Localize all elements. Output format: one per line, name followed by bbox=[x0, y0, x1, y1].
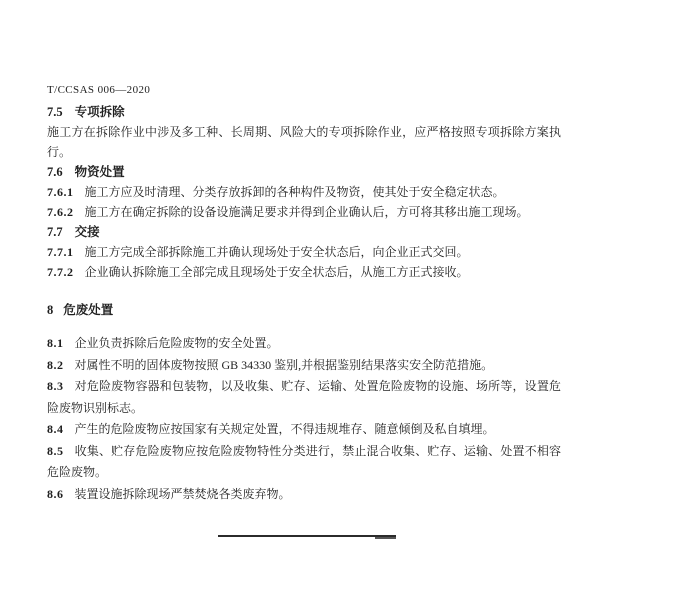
clause-8-1 bbox=[47, 333, 561, 355]
section-number: 7.6 bbox=[47, 165, 63, 179]
clause-8-2 bbox=[47, 355, 561, 377]
clause-number: 8.1 bbox=[47, 336, 64, 350]
clause-7-7-2 bbox=[47, 262, 561, 282]
clause-text: 对属性不明的固体废物按照 GB 34330 鉴别,并根据鉴别结果落实安全防范措施。 bbox=[74, 357, 494, 372]
clause-number: 8.6 bbox=[47, 486, 64, 501]
clause-text: 收集、贮存危险废物应按危险废物特性分类进行，禁止混合收集、贮存、运输、处置不相容危险废物。 bbox=[47, 443, 561, 479]
clause-text: 施工方完成全部拆除施工并确认现场处于安全状态后，向企业正式交回。 bbox=[84, 245, 469, 259]
section-title: 交接 bbox=[74, 225, 100, 239]
chapter-heading-8 bbox=[47, 300, 561, 320]
paragraph-7-5: 施工方在拆除作业中涉及多工种、长周期、风险大的专项拆除作业，应严格按照专项拆除方案执行。 bbox=[47, 125, 561, 159]
clause-text: 企业负责拆除后危险废物的安全处置。 bbox=[74, 336, 279, 350]
clause-8-5 bbox=[47, 441, 561, 484]
standard-number-header: T/CCSAS 006—2020 bbox=[47, 84, 151, 96]
clause-text: 施工方应及时清理、分类存放拆卸的各种构件及物资，使其处于安全稳定状态。 bbox=[84, 185, 505, 199]
footer-divider-line-tail bbox=[375, 537, 396, 539]
clause-8-4 bbox=[47, 419, 561, 441]
clause-text: 装置设施拆除现场严禁焚烧各类废弃物。 bbox=[74, 486, 291, 501]
clause-text: 施工方在确定拆除的设备设施满足要求并得到企业确认后，方可将其移出施工现场。 bbox=[84, 205, 529, 219]
section-number: 7.5 bbox=[47, 105, 63, 119]
clause-number: 8.5 bbox=[47, 443, 64, 458]
clause-7-6-2 bbox=[47, 202, 561, 222]
section-heading-7-6 bbox=[47, 162, 561, 182]
clause-7-7-1 bbox=[47, 242, 561, 262]
section-heading-7-5 bbox=[47, 102, 561, 122]
clause-number: 7.6.1 bbox=[47, 185, 74, 199]
clause-number: 8.2 bbox=[47, 357, 64, 372]
footer-divider-line bbox=[218, 535, 396, 537]
clause-number: 7.7.2 bbox=[47, 265, 74, 279]
clause-number: 8.4 bbox=[47, 422, 64, 436]
section-heading-7-7 bbox=[47, 222, 561, 242]
clause-number: 8.3 bbox=[47, 379, 64, 393]
clause-text: 企业确认拆除施工全部完成且现场处于安全状态后，从施工方正式接收。 bbox=[84, 265, 469, 279]
clause-number: 7.6.2 bbox=[47, 205, 74, 219]
section-title: 专项拆除 bbox=[74, 105, 125, 119]
clause-text: 对危险废物容器和包装物，以及收集、贮存、运输、处置危险废物的设施、场所等，设置危险废物识别标志。 bbox=[47, 379, 561, 415]
clause-text: 产生的危险废物应按国家有关规定处置，不得违规堆存、随意倾倒及私自填埋。 bbox=[74, 422, 495, 436]
clause-7-6-1 bbox=[47, 182, 561, 202]
document-content bbox=[47, 84, 561, 505]
section-title: 物资处置 bbox=[74, 165, 125, 179]
clause-8-3 bbox=[47, 376, 561, 419]
chapter-title: 危废处置 bbox=[63, 303, 114, 317]
section-number: 7.7 bbox=[47, 225, 63, 239]
clause-8-6 bbox=[47, 484, 561, 506]
chapter-number: 8 bbox=[47, 303, 54, 317]
clause-number: 7.7.1 bbox=[47, 245, 74, 259]
